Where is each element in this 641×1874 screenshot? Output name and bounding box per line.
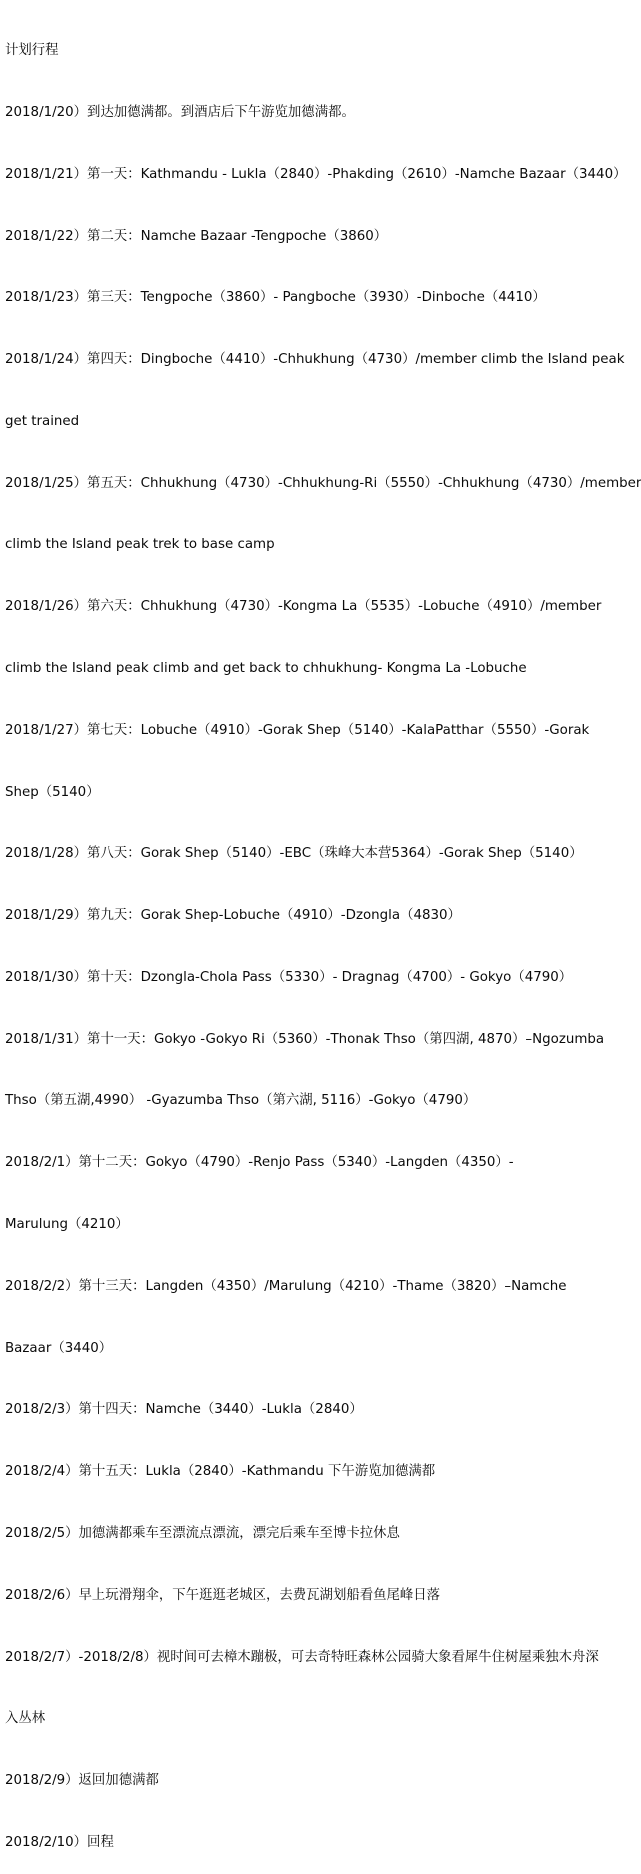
itinerary-line: 2018/1/29）第九天：Gorak Shep-Lobuche（4910）-Dzongla（4830） (5, 908, 461, 924)
itinerary-line: 2018/2/9）返回加德满都 (5, 1773, 159, 1789)
document-title: 计划行程 (5, 43, 59, 59)
itinerary-line: 2018/2/10）回程 (5, 1834, 114, 1850)
itinerary-line: 2018/1/21）第一天：Kathmandu - Lukla（2840）-Phakding（2610）-Namche Bazaar（3440） (5, 166, 627, 182)
itinerary-line: Marulung（4210） (5, 1217, 129, 1233)
itinerary-line: climb the Island peak trek to base camp (5, 537, 275, 553)
itinerary-line: Bazaar（3440） (5, 1340, 113, 1356)
itinerary-line: Thso（第五湖,4990） -Gyazumba Thso（第六湖, 5116）-Gokyo（4790） (5, 1093, 477, 1109)
itinerary-line: climb the Island peak climb and get back to chhukhung- Kongma La -Lobuche (5, 661, 527, 676)
itinerary-line: 2018/2/6）早上玩滑翔伞，下午逛逛老城区，去费瓦湖划船看鱼尾峰日落 (5, 1587, 441, 1603)
itinerary-line: 2018/1/24）第四天：Dingboche（4410）-Chhukhung（4730）/member climb the Island peak (5, 352, 625, 368)
itinerary-line: get trained (5, 413, 80, 429)
itinerary-line: 2018/1/25）第五天：Chhukhung（4730）-Chhukhung-Ri（5550）-Chhukhung（4730）/member (5, 475, 641, 491)
itinerary-line: 2018/1/20）到达加德满都。到酒店后下午游览加德满都。 (5, 104, 355, 120)
itinerary-line: 2018/2/5）加德满都乘车至漂流点漂流，漂完后乘车至博卡拉休息 (5, 1525, 400, 1541)
itinerary-line: 2018/1/22）第二天：Namche Bazaar -Tengpoche（3860） (5, 228, 388, 244)
itinerary-line: 2018/1/26）第六天：Chhukhung（4730）-Kongma La（5535）-Lobuche（4910）/member (5, 599, 602, 615)
itinerary-line: 入丛林 (5, 1711, 46, 1727)
itinerary-line: 2018/2/2）第十三天：Langden（4350）/Marulung（4210）-Thame（3820）–Namche (5, 1278, 567, 1294)
itinerary-line: 2018/1/27）第七天：Lobuche（4910）-Gorak Shep（5140）-KalaPatthar（5550）-Gorak (5, 722, 590, 738)
itinerary-line: 2018/2/3）第十四天：Namche（3440）-Lukla（2840） (5, 1402, 363, 1418)
itinerary-line: Shep（5140） (5, 784, 100, 800)
itinerary-line: 2018/2/4）第十五天：Lukla（2840）-Kathmandu 下午游览加德满都 (5, 1464, 436, 1480)
itinerary-line: 2018/2/7）-2018/2/8）视时间可去樟木蹦极，可去奇特旺森林公园骑大象看犀牛住树屋乘独木舟深 (5, 1649, 599, 1665)
itinerary-line: 2018/1/28）第八天：Gorak Shep（5140）-EBC（珠峰大本营5364）-Gorak Shep（5140） (5, 846, 583, 862)
itinerary-line: 2018/1/31）第十一天：Gokyo -Gokyo Ri（5360）-Thonak Thso（第四湖, 4870）–Ngozumba (5, 1031, 605, 1047)
itinerary-line: 2018/2/1）第十二天：Gokyo（4790）-Renjo Pass（5340）-Langden（4350）- (5, 1155, 514, 1171)
itinerary-line: 2018/1/30）第十天：Dzongla-Chola Pass（5330）- Dragnag（4700）- Gokyo（4790） (5, 969, 573, 985)
itinerary-line: 2018/1/23）第三天：Tengpoche（3860）- Pangboche（3930）-Dinboche（4410） (5, 290, 546, 306)
